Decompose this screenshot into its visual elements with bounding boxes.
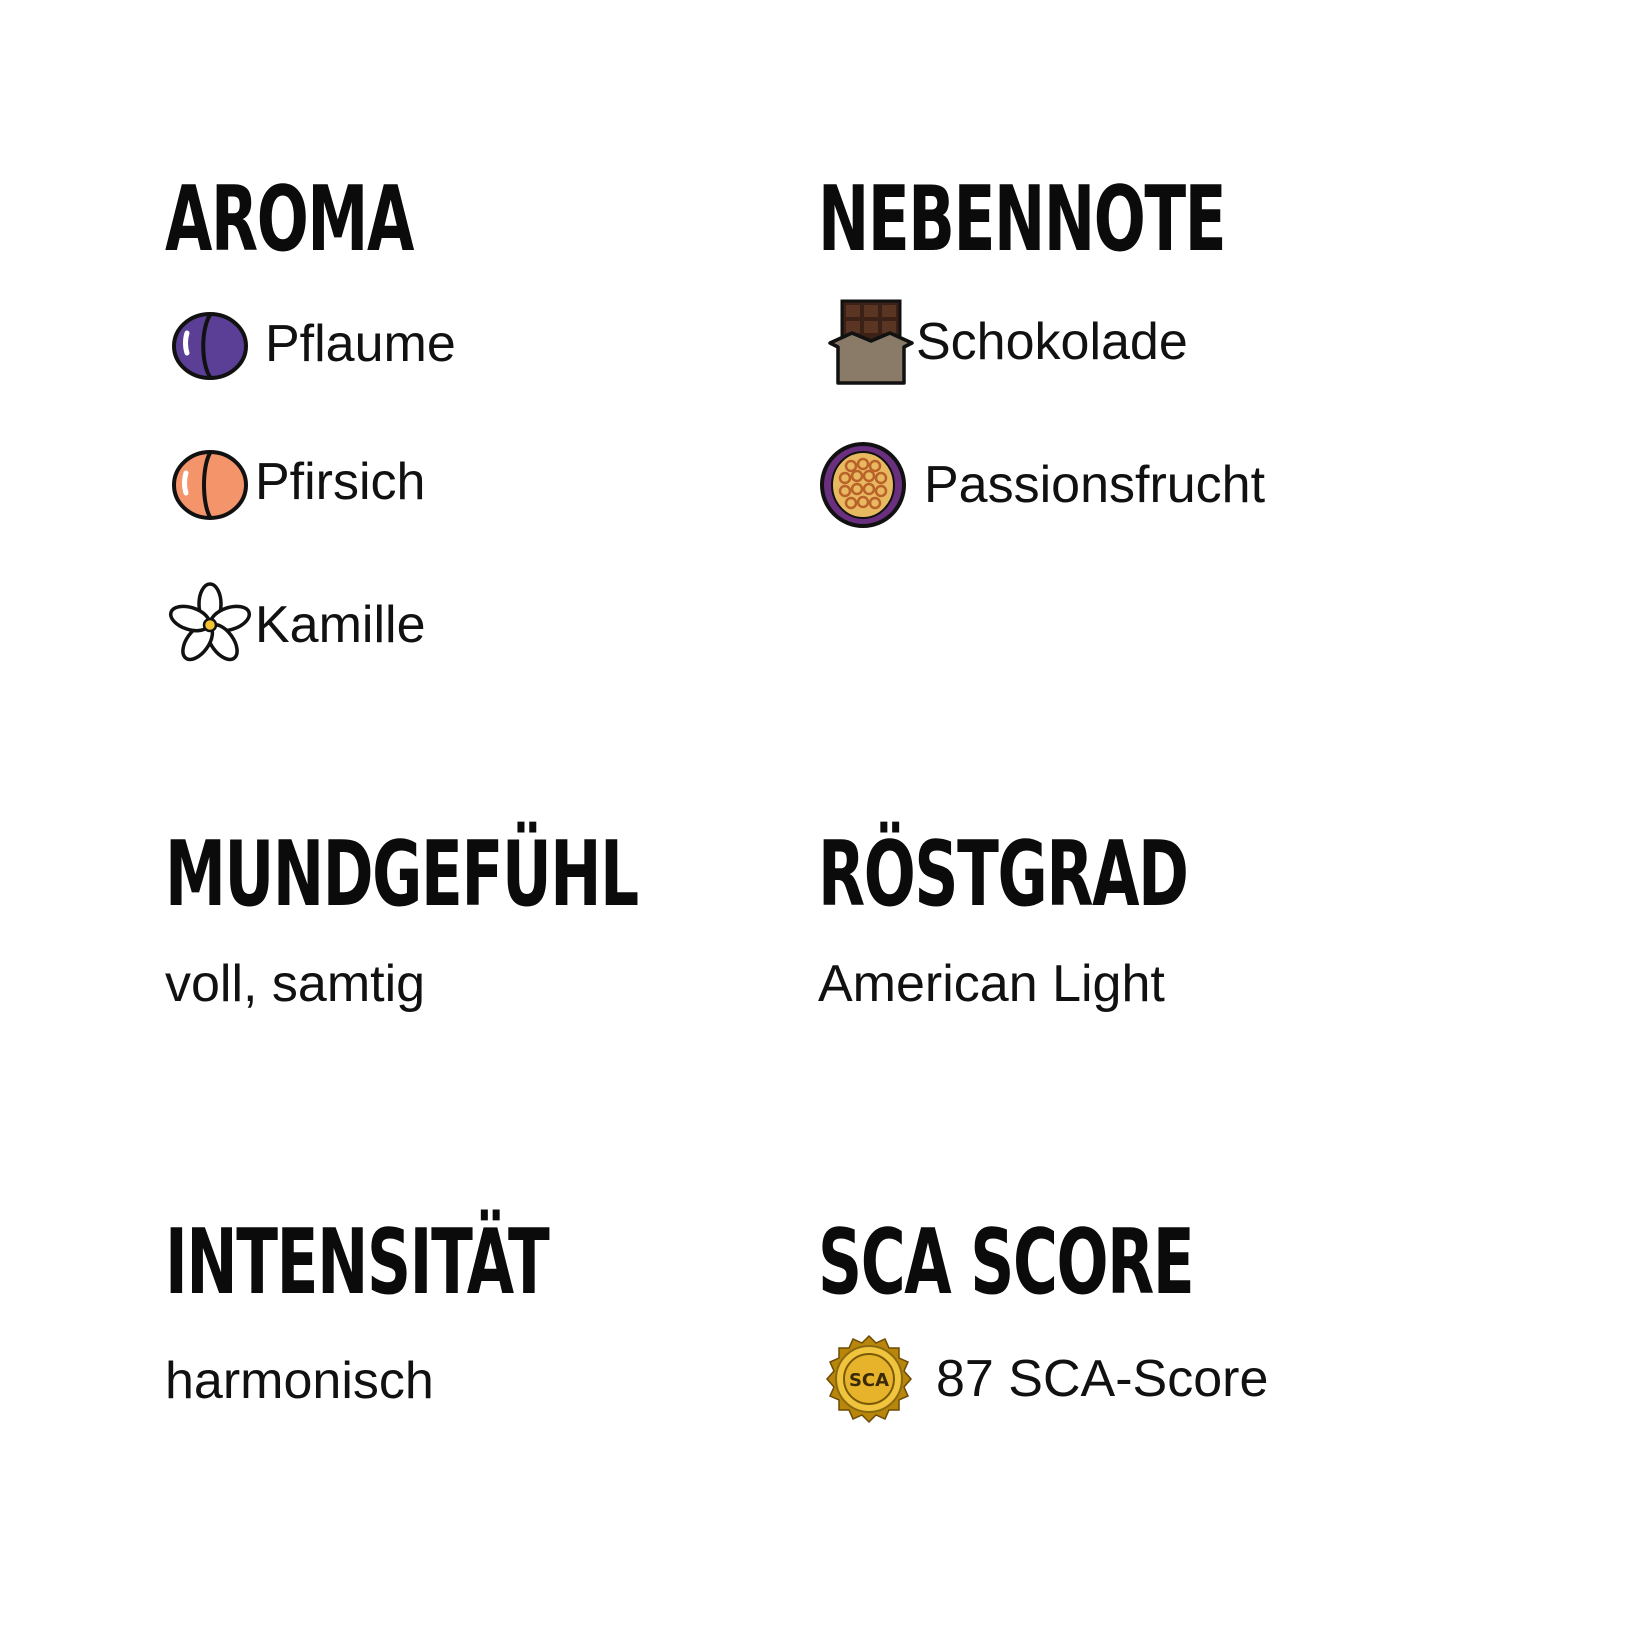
passion-fruit-icon <box>818 440 908 530</box>
mundgefuehl-title: MUNDGEFÜHL <box>165 822 638 927</box>
aroma-item-chamomile <box>165 580 426 670</box>
aroma-item-plum <box>165 299 456 389</box>
plum-icon <box>165 299 255 389</box>
intensitaet-value: harmonisch <box>165 1352 434 1410</box>
nebennote-item-label: Passionsfrucht <box>924 456 1266 514</box>
intensitaet-title: INTENSITÄT <box>165 1210 549 1315</box>
sca-title: SCA SCORE <box>818 1210 1194 1315</box>
aroma-item-label: Kamille <box>255 596 426 654</box>
sca-section <box>818 1210 1518 1438</box>
intensitaet-section <box>165 1210 765 1418</box>
aroma-item-peach <box>165 437 425 527</box>
nebennote-item-chocolate <box>826 297 1188 387</box>
aroma-title: AROMA <box>165 167 413 272</box>
sca-badge-icon <box>824 1334 914 1424</box>
roestgrad-value: American Light <box>818 955 1165 1013</box>
sca-score-value: 87 SCA-Score <box>936 1350 1269 1408</box>
nebennote-item-label: Schokolade <box>916 313 1188 371</box>
nebennote-title: NEBENNOTE <box>818 167 1226 272</box>
aroma-item-label: Pfirsich <box>255 453 426 511</box>
mundgefuehl-value: voll, samtig <box>165 955 426 1013</box>
aroma-item-label: Pflaume <box>265 315 456 373</box>
chamomile-icon <box>165 580 255 670</box>
peach-icon <box>165 437 255 527</box>
roestgrad-title: RÖSTGRAD <box>818 822 1188 927</box>
aroma-section <box>165 167 725 695</box>
roestgrad-section <box>818 822 1418 1030</box>
nebennote-item-passion-fruit <box>818 440 1265 530</box>
chocolate-icon <box>826 297 916 387</box>
mundgefuehl-section <box>165 822 765 1030</box>
nebennote-section <box>818 167 1518 555</box>
sca-badge-text: SCA <box>848 1370 890 1391</box>
sca-score-row <box>824 1334 1268 1424</box>
